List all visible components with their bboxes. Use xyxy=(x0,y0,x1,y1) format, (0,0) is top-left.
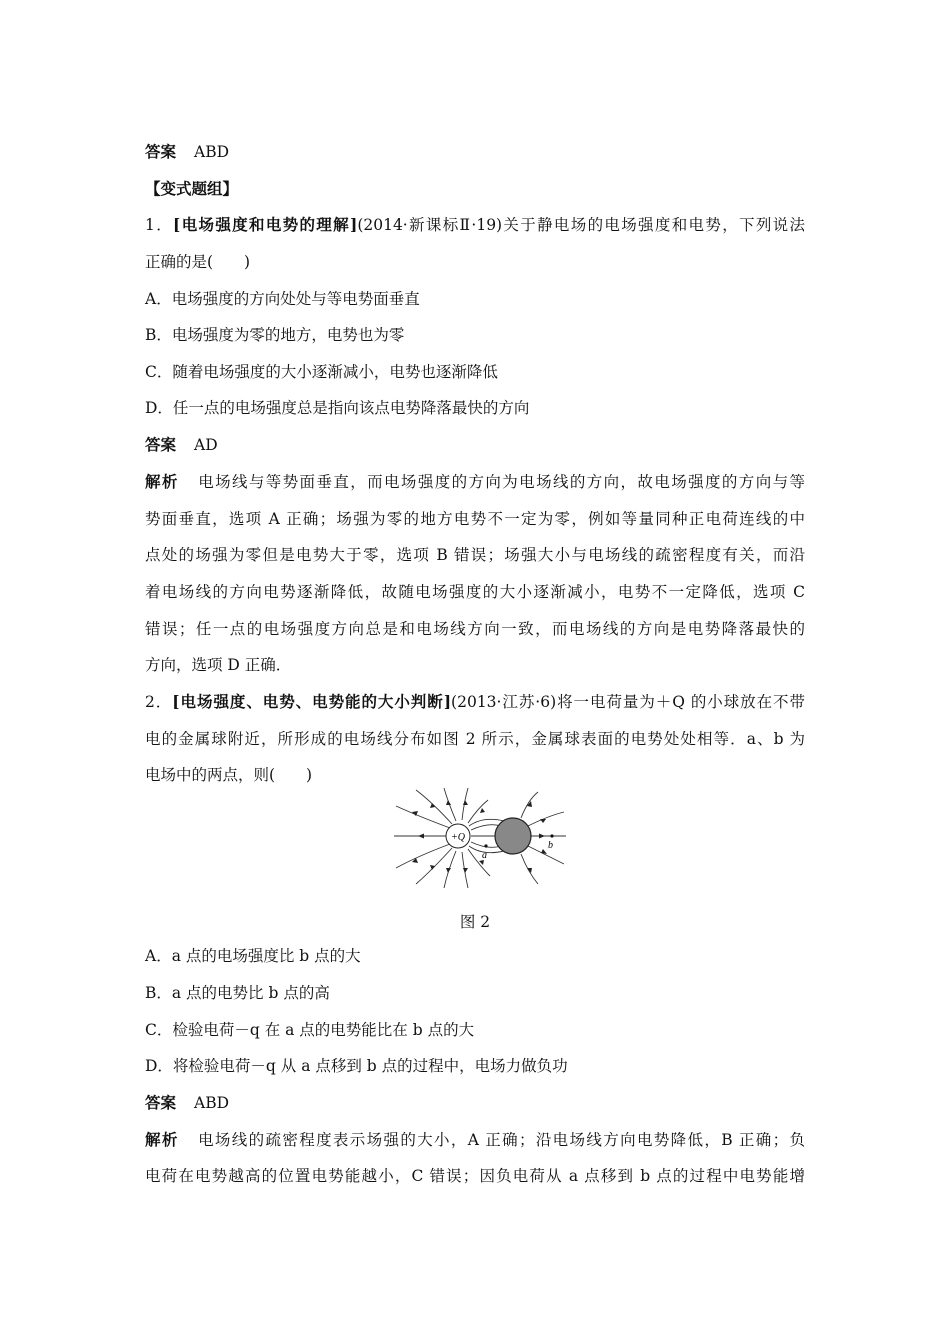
electric-field-figure xyxy=(388,788,568,888)
q2-stem-a: 将一电荷量为＋Q 的小球放在不带 xyxy=(556,693,805,711)
point-a-label: a xyxy=(482,850,487,861)
point-b-label: b xyxy=(548,840,553,851)
q1-stem-a: 关于静电场的电场强度和电势，下列说法 xyxy=(502,216,806,234)
charge-label: +Q xyxy=(451,832,465,843)
q1-option-d: D．任一点的电场强度总是指向该点电势降落最快的方向 xyxy=(145,399,530,417)
q2-analysis-line1 xyxy=(145,1130,805,1150)
q1-source: (2014·新课标Ⅱ·19) xyxy=(357,216,503,234)
point-a xyxy=(484,844,487,847)
q2-option-c: C．检验电荷－q 在 a 点的电势能比在 b 点的大 xyxy=(145,1021,475,1039)
q2-stem-line2: 电的金属球附近，所形成的电场线分布如图 2 所示，金属球表面的电势处处相等．a、b 为 xyxy=(145,730,805,748)
field-lines xyxy=(394,788,566,888)
q1-analysis-text: 电场线与等势面垂直，而电场强度的方向为电场线的方向，故电场强度的方向与等 xyxy=(196,473,805,491)
q1-analysis-line5: 错误；任一点的电场强度方向总是和电场线方向一致，而电场线的方向是电势降落最快的 xyxy=(145,620,805,638)
q2-source: (2013·江苏·6) xyxy=(451,693,557,711)
q1-analysis-line3: 点处的场强为零但是电势大于零，选项 B 错误；场强大小与电场线的疏密程度有关，而沿 xyxy=(145,546,805,564)
q2-tag: [电场强度、电势、电势能的大小判断] xyxy=(172,692,452,711)
q2-answer-value: ABD xyxy=(194,1094,230,1112)
q1-analysis-line4: 着电场线的方向电势逐渐降低，故随电场强度的大小逐渐减小，电势不一定降低，选项 C xyxy=(145,583,805,601)
q2-option-b: B．a 点的电势比 b 点的高 xyxy=(145,984,330,1002)
q1-tag: [电场强度和电势的理解] xyxy=(173,215,358,234)
q1-stem-line1 xyxy=(145,215,805,235)
q2-stem-line1 xyxy=(145,692,805,712)
q1-analysis-line2: 势面垂直，选项 A 正确；场强为零的地方电势不一定为零，例如等量同种正电荷连线的中 xyxy=(145,510,805,528)
q1-number: 1． xyxy=(145,216,174,234)
q1-analysis-label: 解析 xyxy=(145,472,179,491)
q1-option-b: B．电场强度为零的地方，电势也为零 xyxy=(145,326,405,344)
answer-label: 答案 xyxy=(145,142,177,161)
q2-number: 2． xyxy=(145,693,173,711)
q1-answer-label: 答案 xyxy=(145,435,177,454)
q2-option-d: D．将检验电荷－q 从 a 点移到 b 点的过程中，电场力做负功 xyxy=(145,1057,568,1075)
q1-answer-line xyxy=(145,435,218,455)
q2-answer-label: 答案 xyxy=(145,1093,177,1112)
q1-option-c: C．随着电场强度的大小逐渐减小，电势也逐渐降低 xyxy=(145,363,498,381)
q1-answer-value: AD xyxy=(194,436,218,454)
q1-option-a: A．电场强度的方向处处与等电势面垂直 xyxy=(145,290,420,308)
section-title: 【变式题组】 xyxy=(145,179,239,198)
q2-answer-line xyxy=(145,1093,229,1113)
q2-analysis-label: 解析 xyxy=(145,1130,179,1149)
metal-sphere xyxy=(495,818,531,854)
figure-caption: 图 2 xyxy=(459,913,491,931)
q2-option-a: A．a 点的电场强度比 b 点的大 xyxy=(145,947,361,965)
q2-analysis-line2: 电荷在电势越高的位置电势能越小，C 错误；因负电荷从 a 点移到 b 点的过程中电势能增 xyxy=(145,1167,805,1185)
q2-analysis-text: 电场线的疏密程度表示场强的大小，A 正确；沿电场线方向电势降低，B 正确；负 xyxy=(196,1131,805,1149)
answer-value: ABD xyxy=(194,143,230,161)
q1-analysis-line6: 方向，选项 D 正确． xyxy=(145,656,292,674)
q2-stem-line3: 电场中的两点，则( ) xyxy=(145,766,313,784)
q1-analysis-line1 xyxy=(145,472,805,492)
answer-line xyxy=(145,142,229,162)
q1-stem-line2: 正确的是( ) xyxy=(145,253,251,271)
point-b xyxy=(550,834,553,837)
